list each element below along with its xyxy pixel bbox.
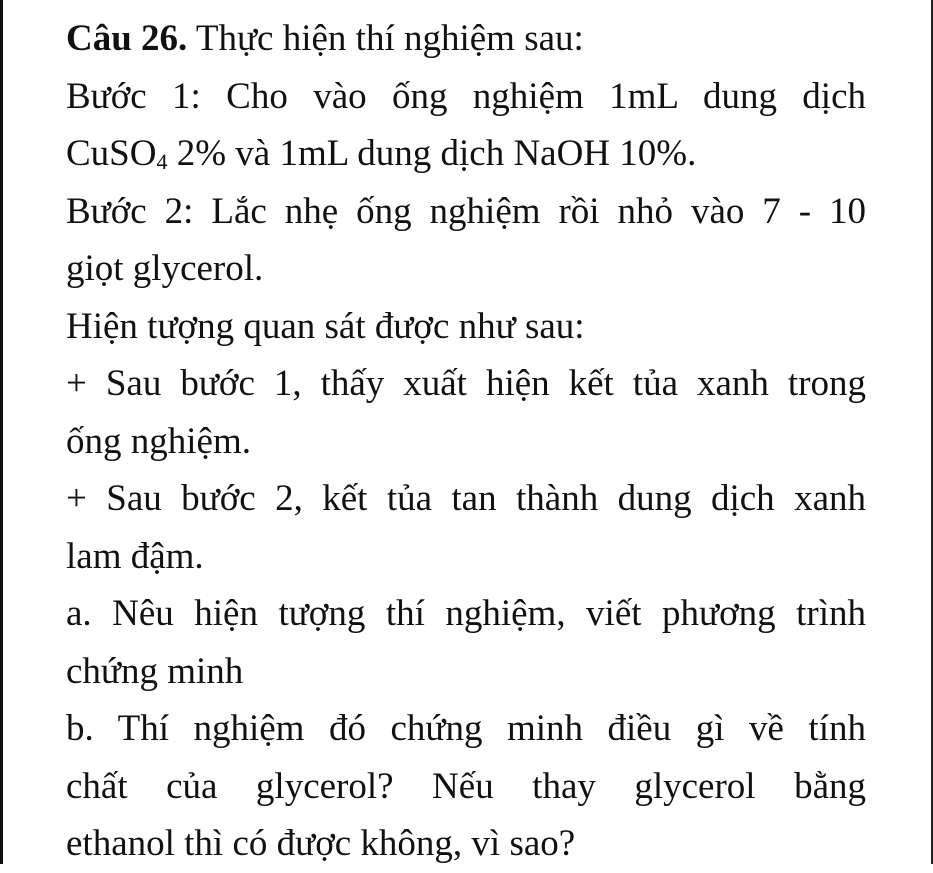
question-title (66, 10, 866, 68)
step1-line1: Bước 1: Cho vào ống nghiệm 1mL dung dịch (66, 75, 866, 117)
observation-item2-line2: lam đậm. (66, 535, 204, 577)
part-a-line2: chứng minh (66, 650, 244, 692)
observation-item1-line2: ống nghiệm. (66, 420, 251, 462)
question-title-text: Thực hiện thí nghiệm sau: (187, 18, 584, 59)
step1-line2 (66, 125, 866, 183)
observation-heading: Hiện tượng quan sát được như sau: (66, 305, 585, 347)
question-body (66, 10, 866, 873)
part-b-line1: b. Thí nghiệm đó chứng minh điều gì về tính (66, 708, 866, 749)
step1-line2-rest: 2% và 1mL dung dịch NaOH 10%. (167, 133, 697, 174)
step2-line1: Bước 2: Lắc nhẹ ống nghiệm rồi nhỏ vào 7 - 10 (66, 190, 866, 232)
left-border (0, 0, 3, 864)
formula-subscript: 4 (156, 149, 168, 174)
part-b-line2: chất của glycerol? Nếu thay glycerol bằng (66, 765, 866, 807)
observation-item2-line1: + Sau bước 2, kết tủa tan thành dung dịch xanh (66, 478, 866, 519)
formula-cuso: CuSO (66, 133, 157, 174)
part-a-line1: a. Nêu hiện tượng thí nghiệm, viết phương trình (66, 593, 866, 634)
question-number: Câu 26. (66, 18, 188, 59)
part-b-line3: ethanol thì có được không, vì sao? (66, 823, 576, 864)
observation-item1-line1: + Sau bước 1, thấy xuất hiện kết tủa xanh trong (66, 363, 866, 404)
step2-line2: giọt glycerol. (66, 248, 264, 289)
